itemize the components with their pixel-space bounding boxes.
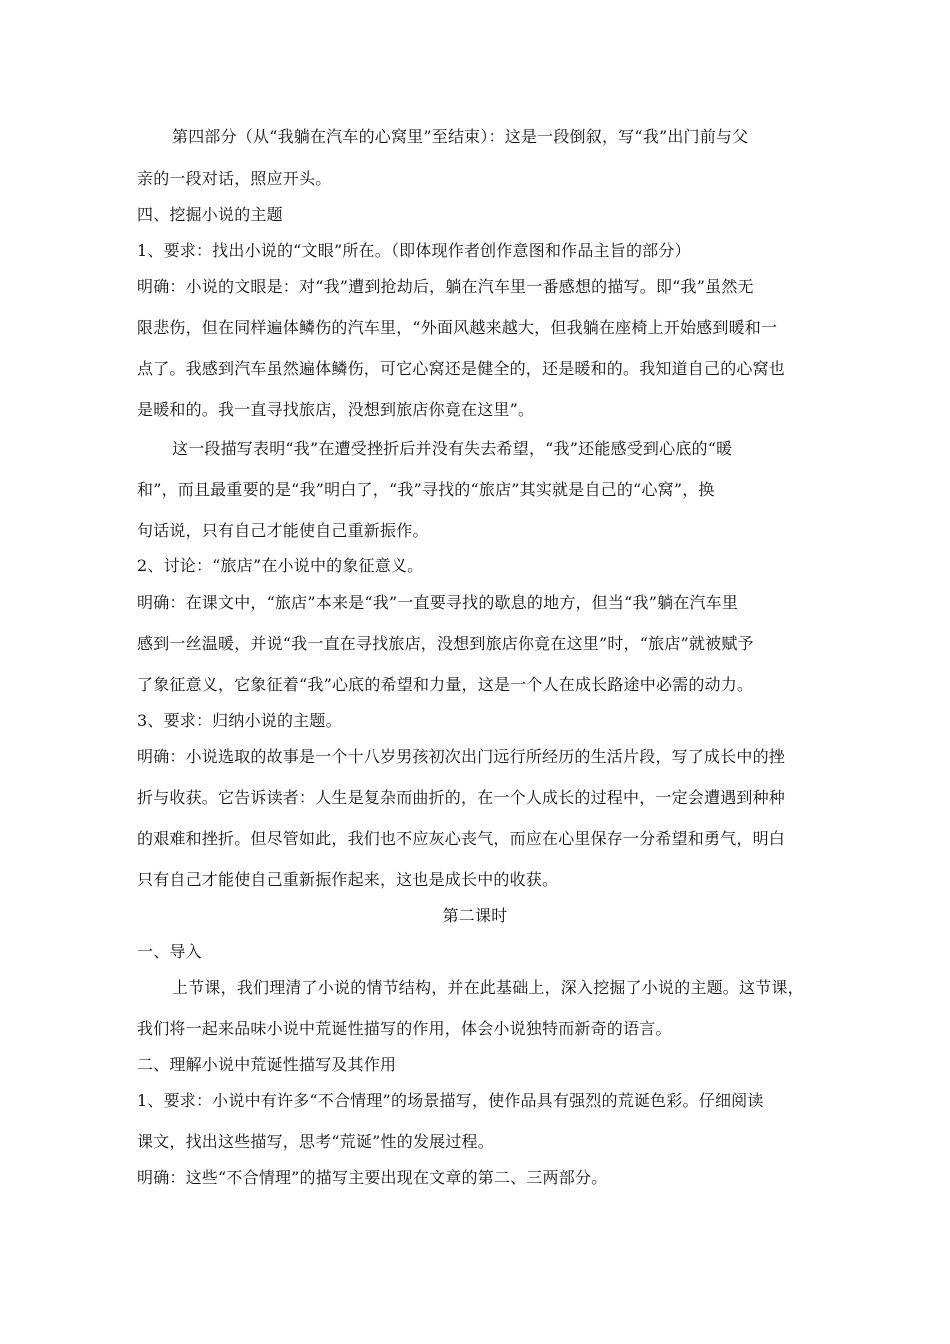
paragraph-line: 明确：这些“不合情理”的描写主要出现在文章的第二、三两部分。	[137, 1168, 608, 1187]
paragraph-line: 明确：小说的文眼是：对“我”遭到抢劫后，躺在汽车里一番感想的描写。即“我”虽然无	[137, 277, 754, 296]
section-heading: 二、理解小说中荒诞性描写及其作用	[137, 1055, 397, 1074]
paragraph-line: 是暖和的。我一直寻找旅店，没想到旅店你竟在这里”。	[137, 400, 535, 419]
paragraph-line: 只有自己才能使自己重新振作起来，这也是成长中的收获。	[137, 870, 559, 889]
section-heading: 一、导入	[137, 942, 202, 961]
paragraph-line: 明确：小说选取的故事是一个十八岁男孩初次出门远行所经历的生活片段，写了成长中的挫	[137, 747, 786, 766]
paragraph-line: 这一段描写表明“我”在遭受挫折后并没有失去希望，“我”还能感受到心底的“暖	[172, 439, 733, 458]
paragraph-line: 的艰难和挫折。但尽管如此，我们也不应灰心丧气，而应在心里保存一分希望和勇气，明白	[137, 829, 786, 848]
paragraph-line: 句话说，只有自己才能使自己重新振作。	[137, 521, 429, 540]
paragraph-line: 折与收获。它告诉读者：人生是复杂而曲折的，在一个人成长的过程中，一定会遭遇到种种	[137, 788, 786, 807]
lesson-title: 第二课时	[442, 906, 508, 925]
paragraph-line: 感到一丝温暖，并说“我一直在寻找旅店，没想到旅店你竟在这里”时，“旅店”就被赋予	[137, 634, 754, 653]
question-line: 3、要求：归纳小说的主题。	[137, 711, 342, 730]
paragraph-line: 点了。我感到汽车虽然遍体鳞伤，可它心窝还是健全的，还是暖和的。我知道自己的心窝也	[137, 359, 786, 378]
paragraph-line: 限悲伤，但在同样遍体鳞伤的汽车里，“外面风越来越大，但我躺在座椅上开始感到暖和一	[137, 318, 778, 337]
paragraph-line: 第四部分（从“我躺在汽车的心窝里”至结束）：这是一段倒叙，写“我”出门前与父	[172, 127, 749, 146]
paragraph-line: 上节课，我们理清了小说的情节结构，并在此基础上，深入挖掘了小说的主题。这节课，	[172, 978, 804, 997]
paragraph-line: 了象征意义，它象征着“我”心底的希望和力量，这是一个人在成长路途中必需的动力。	[137, 675, 754, 694]
question-line: 1、要求：小说中有许多“不合情理”的场景描写，使作品具有强烈的荒诞色彩。仔细阅读	[137, 1091, 764, 1110]
paragraph-line: 亲的一段对话，照应开头。	[137, 169, 332, 188]
paragraph-line: 课文，找出这些描写，思考“荒诞”性的发展过程。	[137, 1132, 494, 1151]
question-line: 1、要求：找出小说的“文眼”所在。（即体现作者创作意图和作品主旨的部分）	[137, 241, 691, 260]
question-line: 2、讨论：“旅店”在小说中的象征意义。	[137, 556, 424, 575]
paragraph-line: 明确：在课文中，“旅店”本来是“我”一直要寻找的歇息的地方，但当“我”躺在汽车里	[137, 593, 739, 612]
section-heading: 四、挖掘小说的主题	[137, 205, 283, 224]
paragraph-line: 和”，而且最重要的是“我”明白了，“我”寻找的“旅店”其实就是自己的“心窝”，换	[137, 480, 715, 499]
paragraph-line: 我们将一起来品味小说中荒诞性描写的作用，体会小说独特而新奇的语言。	[137, 1019, 672, 1038]
